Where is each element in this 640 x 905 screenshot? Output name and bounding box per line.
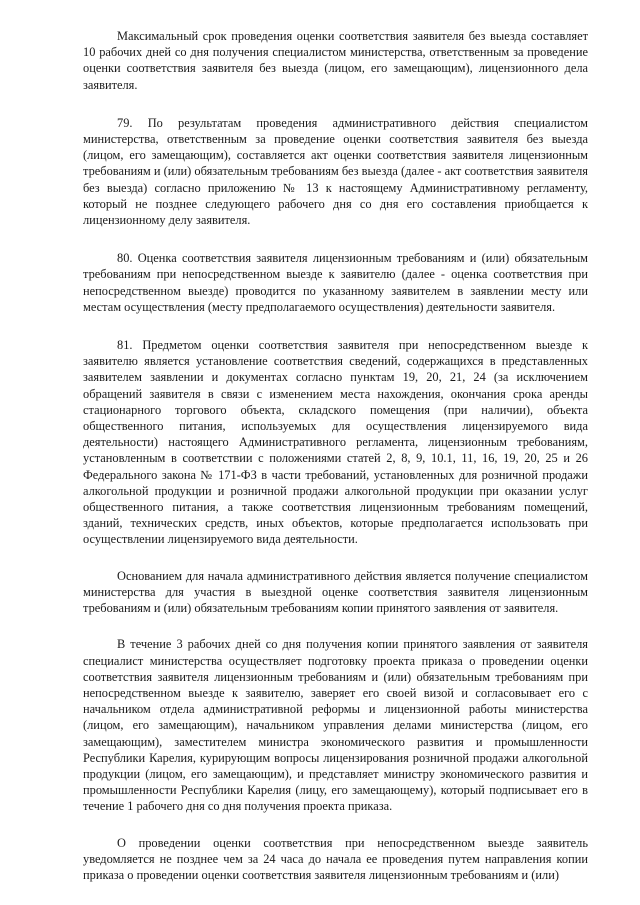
paragraph-max-term: Максимальный срок проведения оценки соответствия заявителя без выезда составляет 10 рабочих дней со дня получения специалистом министерства, ответственным за проведение оценки соответствия заявителя без выезда (лицом, его замещающим), лицензионного дела заявителя. [83,29,588,92]
paragraph-79: 79. По результатам проведения административного действия специалистом министерства, ответственным за проведение оценки соответствия заявителя без выезда (лицом, его замещающим), составляется акт оценки соответствия заявителя лицензионным требованиям и (или) обязательным требованиям без выезда (далее - акт соответствия заявителя без выезда) согласно приложению № 13 к настоящему Административному регламенту, который не позднее следующего рабочего дня со дня его составления приобщается к лицензионному делу заявителя. [83,115,588,228]
paragraph-notification: О проведении оценки соответствия при непосредственном выезде заявитель уведомляется не позднее чем за 24 часа до начала ее проведения путем направления копии приказа о проведении оценки соответствия заявителя лицензионным требованиям и (или) [83,835,588,882]
paragraph-81: 81. Предметом оценки соответствия заявителя при непосредственном выезде к заявителю является установление соответствия сведений, содержащихся в представленных заявителем заявлении и документах согласно пунктам 19, 20, 21, 24 (за исключением обращений заявителя в связи с изменением места нахождения, окончания срока аренды стационарного торгового объекта, складского помещения (при наличии), объекта общественного питания, используемых для осуществления лицензируемого вида деятельности) настоящего Административного регламента, лицензионным требованиям, установленным в соответствии с положениями статей 2, 8, 9, 10.1, 11, 16, 19, 20, 25 и 26 Федерального закона № 171-ФЗ в части требований, установленных для розничной продажи алкогольной продукции и розничной продажи алкогольной продукции при оказании услуг общественного питания, а также соответствия лицензионным требованиям помещений, зданий, технических средств, иных объектов, которые предполагается использовать при осуществлении лицензируемого вида деятельности. [83,338,588,547]
document-page [83,28,588,883]
paragraph-basis: Основанием для начала административного действия является получение специалистом министерства для участия в выездной оценке соответствия заявителя лицензионным требованиям и (или) обязательным требованиям копии принятого заявления от заявителя. [83,568,588,616]
paragraph-three-days: В течение 3 рабочих дней со дня получения копии принятого заявления от заявителя специалист министерства осуществляет подготовку проекта приказа о проведении оценки соответствия заявителя лицензионным требованиям и (или) обязательным требованиям при непосредственном выезде к заявителю, заверяет его своей визой и согласовывает его с начальником отдела административной реформы и лицензионной работы министерства (лицом, его замещающим), начальником управления делами министерства (лицом, его замещающим), заместителем министра экономического развития и промышленности Республики Карелия, курирующим вопросы лицензирования розничной продажи алкогольной продукции (лицом, его замещающим), и представляет министру экономического развития и промышленности Республики Карелия (лицу, его замещающему), который подписывает его в течение 1 рабочего дня со дня получения проекта приказа. [83,637,588,814]
paragraph-80: 80. Оценка соответствия заявителя лицензионным требованиям и (или) обязательным требованиям при непосредственном выезде к заявителю (далее - оценка соответствия при непосредственном выезде) проводится по указанному заявителем в заявлении месту или местам осуществления (месту предполагаемого осуществления) деятельности заявителя. [83,251,588,314]
